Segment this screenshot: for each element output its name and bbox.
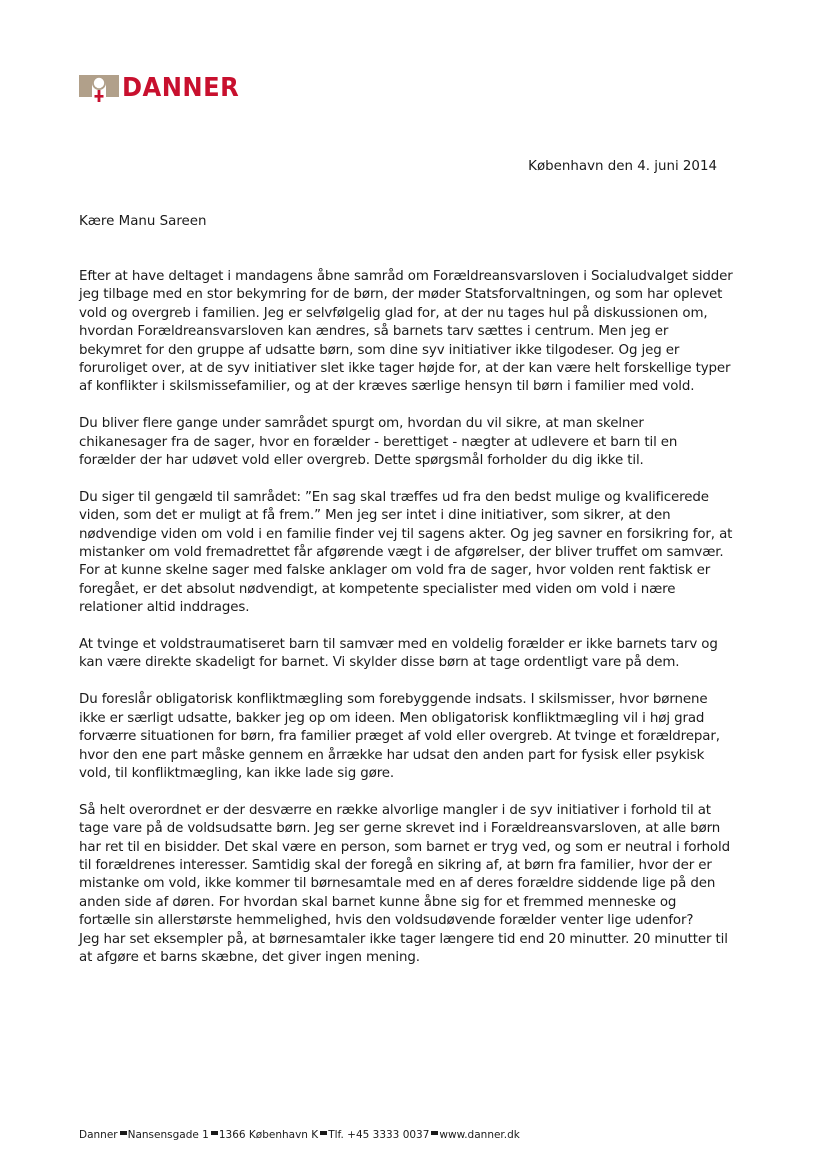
text-line: jeg tilbage med en stor bekymring for de børn, der møder Statsforvaltningen, og som har oplevet [79,287,723,303]
text-line: forværre situationen for børn, fra familier præget af vold eller overgreb. At tvinge et forældrepar, [79,729,720,745]
text-line: nødvendige viden om vold i en familie finder vej til sagens akter. Og jeg savner en forsikring for, at [79,526,733,542]
text-line: foregået, er det absolut nødvendigt, at kompetente specialister med viden om vold i nære [79,581,676,597]
danner-emblem-icon [79,73,119,103]
text-line: hvor den ene part måske gennem en årrække har udsat den anden part for fysisk eller psykisk [79,747,705,763]
text-line: at afgøre et barns skæbne, det giver ingen mening. [79,949,420,965]
text-line: viden, som det er muligt at få frem.” Men jeg ser intet i dine initiativer, som sikrer, at den [79,508,671,524]
text-line: kan være direkte skadeligt for barnet. Vi skylder disse børn at tage ordentligt vare på dem. [79,655,680,671]
text-line: Du foreslår obligatorisk konfliktmægling som forebyggende indsats. I skilsmisser, hvor børnene [79,692,708,708]
text-line: til forældrenes interesser. Samtidig skal der foregå en sikring af, at børn fra familier, hvor der er [79,857,712,873]
text-line: har ret til en bisidder. Det skal være en person, som barnet er tryg ved, og som er neutral i forhold [79,839,730,855]
text-line: Efter at have deltaget i mandagens åbne samråd om Forældreansvarsloven i Socialudvalget sidder [79,269,733,284]
text-line: relationer altid inddrages. [79,600,250,616]
body-paragraph [79,636,754,673]
text-line: Du siger til gengæld til samrådet: ”En sag skal træffes ud fra den bedst mulige og kvalificerede [79,489,709,505]
text-line: ikke er særligt udsatte, bakker jeg op om ideen. Men obligatorisk konfliktmægling vil i høj grad [79,710,705,726]
text-line: foruroliget over, at de syv initiativer slet ikke tager højde for, at der kan være helt forskellige typer [79,361,731,377]
text-line: anden side af døren. For hvordan skal barnet kunne åbne sig for et fremmed menneske og [79,894,677,910]
footer-address: Nansensgade 1 [127,1129,209,1141]
text-line: Så helt overordnet er der desværre en række alvorlige mangler i de syv initiativer i forhold til at [79,802,711,818]
letter-body [79,268,754,986]
text-line: At tvinge et voldstraumatiseret barn til samvær med en voldelig forælder er ikke barnets tarv og [79,637,718,653]
letter-dateline: København den 4. juni 2014 [528,159,717,174]
danner-logo [79,73,248,103]
text-line: For at kunne skelne sager med falske anklager om vold fra de sager, hvor volden rent faktisk er [79,563,711,579]
text-line: chikanesager fra de sager, hvor en forælder - berettiget - nægter at udlevere et barn til en [79,434,678,450]
text-line: tage vare på de voldsudsatte børn. Jeg ser gerne skrevet ind i Forældreansvarsloven, at alle børn [79,821,721,837]
text-line: vold og overgreb i familien. Jeg er selvfølgelig glad for, at der nu tages hul på diskussionen om, [79,305,708,321]
text-line: Du bliver flere gange under samrådet spurgt om, hvordan du vil sikre, at man skelner [79,416,644,432]
separator-icon [211,1131,218,1135]
text-line: mistanker om vold fremadrettet får afgørende vægt i de afgørelser, der bliver truffet om samvær. [79,545,724,561]
body-paragraph [79,489,754,618]
text-line: Jeg har set eksempler på, at børnesamtaler ikke tager længere tid end 20 minutter. 20 minutter til [79,931,728,947]
text-line: af konflikter i skilsmissefamilier, og at der kræves særlige hensyn til børn i familier med vold. [79,379,695,395]
text-line: mistanke om vold, ikke kommer til børnesamtale med en af deres forældre siddende lige på den [79,876,716,892]
footer-postal: 1366 København K [218,1129,319,1141]
body-paragraph [79,691,754,783]
body-paragraph [79,415,754,470]
separator-icon [120,1131,127,1135]
body-paragraph [79,268,754,397]
separator-icon [431,1131,438,1135]
letter-footer [79,1128,520,1142]
text-line: vold, til konfliktmægling, kan ikke lade sig gøre. [79,765,395,781]
footer-org: Danner [79,1129,118,1141]
text-line: hvordan Forældreansvarsloven kan ændres, så barnets tarv sættes i centrum. Men jeg er [79,324,669,340]
letter-salutation: Kære Manu Sareen [79,214,207,229]
logo-wordmark: DANNER [122,73,240,103]
separator-icon [320,1131,327,1135]
footer-website: www.danner.dk [439,1129,520,1141]
footer-phone: Tlf. +45 3333 0037 [328,1129,430,1141]
text-line: fortælle sin allerstørste hemmelighed, hvis den voldsudøvende forælder venter lige udenfor? [79,913,694,929]
body-paragraph [79,802,754,968]
text-line: forælder der har udøvet vold eller overgreb. Dette spørgsmål forholder du dig ikke til. [79,453,644,469]
text-line: bekymret for den gruppe af udsatte børn, som dine syv initiativer ikke tilgodeser. Og jeg er [79,342,680,358]
